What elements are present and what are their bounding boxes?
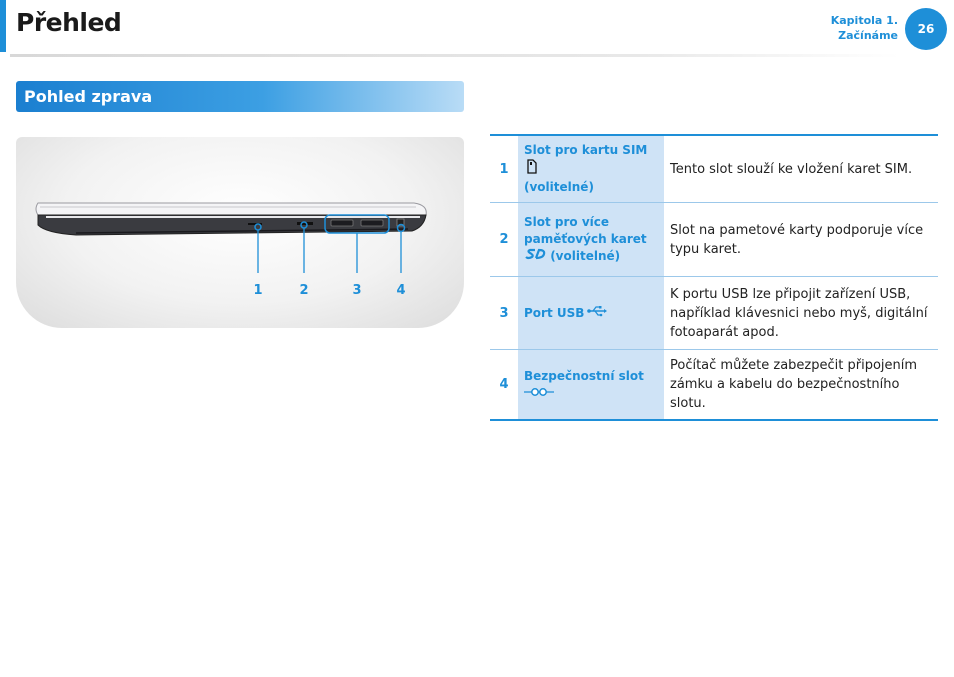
laptop-illustration	[16, 137, 464, 328]
port-description: Slot na pametové karty podporuje více typu karet.	[664, 203, 938, 277]
port-description: K portu USB lze připojit zařízení USB, například klávesnici nebo myš, digitální fotoaparát apod.	[664, 277, 938, 350]
chapter-name: Začínáme	[838, 29, 898, 42]
port-name-label: Port USB	[524, 305, 585, 320]
port-name-label: Bezpečnostní slot	[524, 368, 644, 383]
chapter-number: Kapitola 1.	[830, 14, 898, 27]
port-number: 3	[490, 277, 518, 350]
header-divider	[10, 54, 900, 57]
usb-icon	[587, 305, 607, 322]
laptop-right-side-figure	[16, 137, 464, 328]
port-description: Počítač můžete zabezpečit připojením zámku a kabelu do bezpečnostního slotu.	[664, 350, 938, 421]
port-name-label: Slot pro kartu SIM	[524, 143, 648, 157]
table-row	[490, 135, 938, 203]
laptop-lid	[36, 203, 426, 215]
callout-3: 3	[352, 283, 362, 298]
section-title: Pohled zprava	[16, 81, 464, 112]
security-lock-icon	[524, 385, 554, 402]
port-name	[518, 277, 664, 350]
header-accent-bar	[0, 0, 6, 52]
page-title: Přehled	[16, 8, 122, 37]
ports-table	[490, 134, 938, 421]
callout-1: 1	[253, 283, 263, 298]
port-number: 4	[490, 350, 518, 421]
callout-4: 4	[396, 283, 406, 298]
port-name	[518, 135, 664, 203]
port-number: 1	[499, 161, 509, 177]
usb-port-1	[331, 220, 353, 226]
table-row	[490, 277, 938, 350]
port-number: 2	[490, 203, 518, 277]
port-description: Tento slot slouží ke vložení karet SIM.	[670, 161, 913, 177]
table-row	[490, 350, 938, 421]
callout-2: 2	[299, 283, 309, 298]
port-name	[518, 350, 664, 421]
table-row	[490, 203, 938, 277]
port-name-label: Slot pro více paměťových karet	[524, 215, 647, 246]
port-name-suffix: (volitelné)	[550, 249, 621, 263]
sd-card-icon	[524, 248, 546, 265]
sim-card-icon	[527, 159, 537, 179]
usb-port-2	[361, 220, 383, 226]
port-name-suffix: (volitelné)	[524, 180, 594, 194]
chapter-label	[831, 13, 898, 43]
port-name	[518, 203, 664, 277]
page-number-badge: 26	[905, 8, 947, 50]
